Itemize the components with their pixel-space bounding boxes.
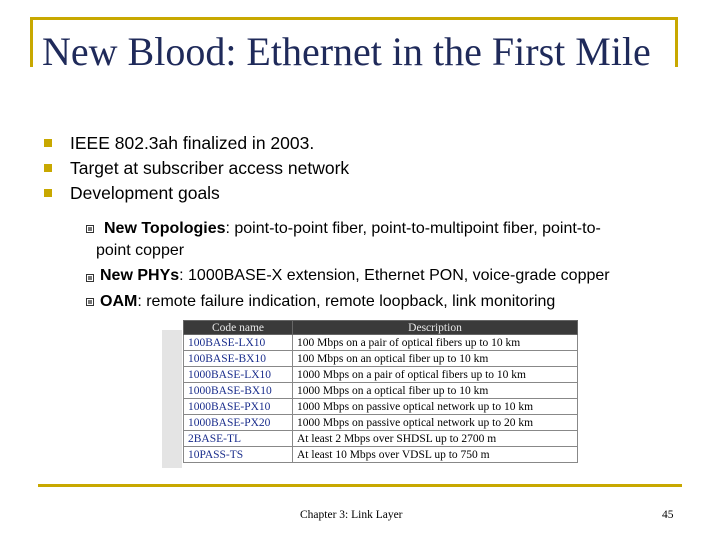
code-cell: 100BASE-BX10 [184, 351, 293, 367]
square-bullet-icon [44, 164, 52, 172]
checkbox-bullet-icon [86, 298, 94, 306]
goal-keyword: New PHYs [100, 267, 180, 284]
square-bullet-icon [44, 189, 52, 197]
checkbox-bullet-icon [86, 274, 94, 282]
code-cell: 1000BASE-PX20 [184, 415, 293, 431]
code-cell: 2BASE-TL [184, 431, 293, 447]
column-header: Description [293, 321, 578, 335]
description-cell: 100 Mbps on an optical fiber up to 10 km [293, 351, 578, 367]
description-cell: 100 Mbps on a pair of optical fibers up to 10 km [293, 335, 578, 351]
code-cell: 1000BASE-BX10 [184, 383, 293, 399]
goal-item [100, 265, 610, 287]
goal-text: : 1000BASE-X extension, Ethernet PON, voice-grade copper [179, 267, 610, 284]
bullet-text: Development goals [70, 183, 220, 203]
table-row [184, 431, 578, 447]
goal-keyword: OAM [100, 293, 138, 310]
goal-text: : remote failure indication, remote loopback, link monitoring [137, 293, 556, 310]
footer-divider [38, 484, 682, 487]
code-cell: 10PASS-TS [184, 447, 293, 463]
column-header: Code name [184, 321, 293, 335]
page-number: 45 [662, 509, 674, 521]
checkbox-bullet-icon [86, 225, 94, 233]
frame-top-line [30, 17, 678, 20]
description-cell: 1000 Mbps on a pair of optical fibers up to 10 km [293, 367, 578, 383]
description-cell: At least 2 Mbps over SHDSL up to 2700 m [293, 431, 578, 447]
table-shadow [162, 330, 182, 468]
bullet-text: IEEE 802.3ah finalized in 2003. [70, 133, 315, 153]
slide-title: New Blood: Ethernet in the First Mile [42, 29, 651, 74]
description-cell: 1000 Mbps on passive optical network up to 10 km [293, 399, 578, 415]
square-bullet-icon [44, 139, 52, 147]
footer-text: Chapter 3: Link Layer [300, 509, 403, 521]
code-cell: 100BASE-LX10 [184, 335, 293, 351]
code-cell: 1000BASE-PX10 [184, 399, 293, 415]
code-name-table [183, 320, 578, 463]
code-cell: 1000BASE-LX10 [184, 367, 293, 383]
table-row [184, 335, 578, 351]
table-row [184, 415, 578, 431]
goal-continuation: point copper [96, 242, 185, 259]
description-cell: At least 10 Mbps over VDSL up to 750 m [293, 447, 578, 463]
goal-item [104, 218, 601, 240]
table-row [184, 351, 578, 367]
frame-right-line [675, 17, 678, 67]
goal-keyword: New Topologies [104, 220, 226, 237]
description-cell: 1000 Mbps on a optical fiber up to 10 km [293, 383, 578, 399]
description-cell: 1000 Mbps on passive optical network up to 20 km [293, 415, 578, 431]
goal-item [100, 291, 555, 313]
frame-left-line [30, 17, 33, 67]
table-row [184, 447, 578, 463]
table-row [184, 399, 578, 415]
table-row [184, 383, 578, 399]
table-header-row [184, 321, 578, 335]
table-row [184, 367, 578, 383]
bullet-text: Target at subscriber access network [70, 158, 350, 178]
goal-text: : point-to-point fiber, point-to-multipoint fiber, point-to- [225, 220, 601, 237]
